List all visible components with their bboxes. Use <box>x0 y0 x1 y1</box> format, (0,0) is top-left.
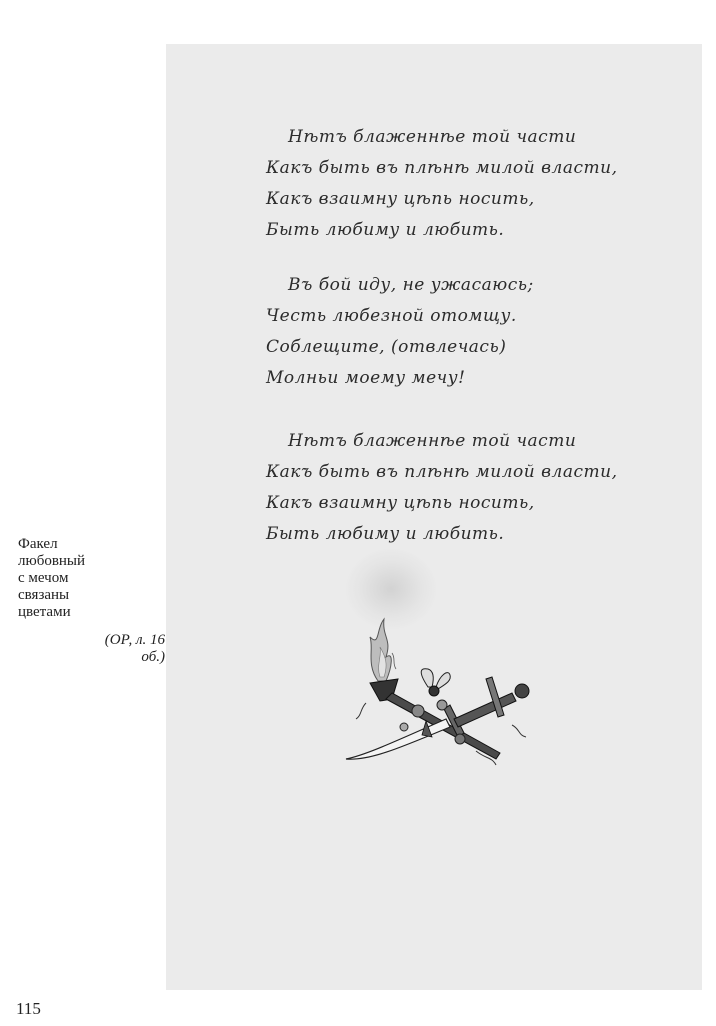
verse-line: Какъ быть въ плѣнѣ милой власти, <box>266 462 618 482</box>
stanza <box>266 122 617 246</box>
verse-line: Соблещите, (отвлечась) <box>266 337 507 357</box>
stanza <box>266 426 617 550</box>
manuscript-sheet <box>166 44 702 990</box>
verse-line: Въ бой иду, не ужасаюсь; <box>288 275 534 295</box>
source-line: (ОР, л. 16 <box>104 632 165 648</box>
verse-line: Какъ быть въ плѣнѣ милой власти, <box>266 158 618 178</box>
source-line: об.) <box>141 649 165 665</box>
verse-line: Молньи моему мечу! <box>266 368 466 388</box>
caption-line: связаны <box>18 587 70 603</box>
verse-line: Честь любезной отомщу. <box>266 306 517 326</box>
verse-line: Какъ взаимну цѣпь носить, <box>266 189 535 209</box>
verse-line: Какъ взаимну цѣпь носить, <box>266 493 535 513</box>
source-reference <box>40 632 165 666</box>
verse-line: Нѣтъ блаженнѣе той части <box>288 431 577 451</box>
verse-line: Нѣтъ блаженнѣе той части <box>288 127 577 147</box>
caption-line: цветами <box>18 604 71 620</box>
torch-and-sword-with-flowers-icon <box>336 609 546 779</box>
stanza <box>266 270 534 394</box>
verse-line: Быть любиму и любить. <box>266 524 505 544</box>
caption-line: Факел <box>18 536 58 552</box>
page-number: 115 <box>16 999 41 1018</box>
verse-line: Быть любиму и любить. <box>266 220 505 240</box>
caption-line: с мечом <box>18 570 69 586</box>
caption-line: любовный <box>18 553 86 569</box>
figure-caption <box>18 536 168 621</box>
